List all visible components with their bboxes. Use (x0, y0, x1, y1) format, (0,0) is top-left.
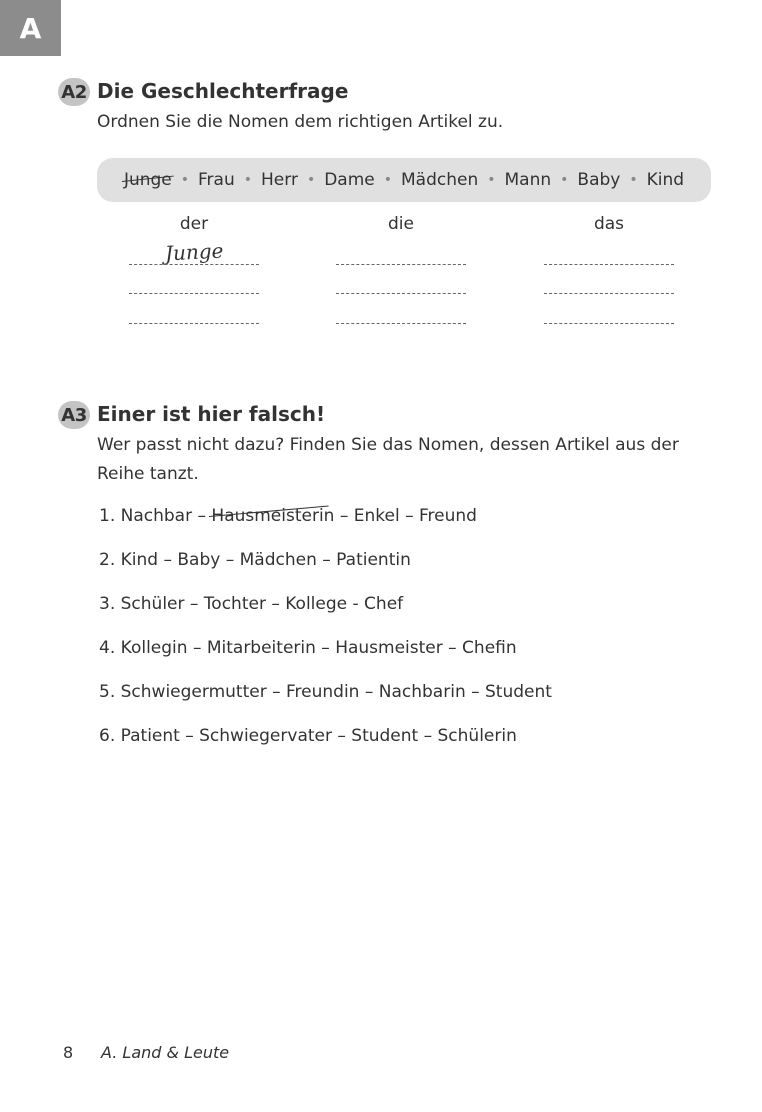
word-bank (97, 158, 711, 202)
separator-dot: • (243, 172, 253, 188)
separator-dot: • (383, 172, 392, 188)
item-number: 4. (99, 638, 116, 658)
exercise-badge-a3: A3 (58, 401, 90, 429)
exercise-title-a2: Die Geschlechterfrage (97, 79, 349, 103)
column-header-das: das (593, 214, 625, 234)
item-text: Kind – Baby – Mädchen – Patientin (120, 550, 411, 570)
answer-blank[interactable] (544, 323, 674, 324)
item-number: 5. (99, 682, 116, 702)
word-bank-word: Mann (504, 170, 552, 190)
word-bank-word: Frau (198, 170, 235, 190)
exercise-instruction-a3 (97, 431, 679, 489)
column-header-die: die (388, 214, 414, 234)
separator-dot: • (560, 172, 569, 188)
page-number: 8 (63, 1043, 74, 1062)
word-bank-word: Kind (646, 170, 685, 190)
list-item (99, 550, 552, 594)
answer-blank[interactable] (129, 264, 259, 265)
item-text: – Enkel – Freund (334, 506, 477, 526)
list-item (99, 726, 552, 770)
answer-blank[interactable] (544, 264, 674, 265)
item-text: Schwiegermutter – Freundin – Nachbarin – Student (120, 682, 552, 702)
instruction-line: Reihe tanzt. (97, 464, 199, 484)
answer-blank[interactable] (129, 323, 259, 324)
separator-dot: • (487, 172, 496, 188)
separator-dot: • (180, 172, 190, 188)
struck-word: Hausmeisterin (211, 506, 334, 526)
exercise-badge-a2: A2 (58, 78, 90, 106)
list-item (99, 638, 552, 682)
footer-chapter-title: A. Land & Leute (101, 1043, 230, 1062)
chapter-tab: A (0, 0, 61, 56)
answer-blank[interactable] (544, 293, 674, 294)
answer-blank[interactable] (129, 293, 259, 294)
item-text: Kollegin – Mitarbeiterin – Hausmeister – Chefin (120, 638, 517, 658)
item-number: 2. (99, 550, 116, 570)
answer-blank[interactable] (336, 323, 466, 324)
answer-blank[interactable] (336, 264, 466, 265)
item-text: Nachbar – (120, 506, 212, 526)
item-text: Schüler – Tochter – Kollege - Chef (120, 594, 404, 614)
item-number: 6. (99, 726, 116, 746)
exercise-instruction-a2: Ordnen Sie die Nomen dem richtigen Artikel zu. (97, 112, 504, 132)
word-bank-word: Dame (324, 170, 375, 190)
exercise-title-a3: Einer ist hier falsch! (97, 402, 326, 426)
answer-blank[interactable] (336, 293, 466, 294)
word-bank-word: Herr (261, 170, 298, 190)
word-bank-word: Mädchen (401, 170, 479, 190)
column-header-der: der (179, 214, 209, 234)
list-item (99, 682, 552, 726)
exercise-list (99, 506, 552, 770)
list-item (99, 594, 552, 638)
item-text: Patient – Schwiegervater – Student – Schülerin (120, 726, 517, 746)
separator-dot: • (629, 172, 638, 188)
handwritten-answer: Junge (164, 238, 225, 266)
list-item (99, 506, 552, 550)
word-bank-word: Junge (124, 170, 172, 190)
word-bank-word: Baby (577, 170, 621, 190)
instruction-line: Wer passt nicht dazu? Finden Sie das Nomen, dessen Artikel aus der (97, 435, 679, 455)
item-number: 1. (99, 506, 116, 526)
item-number: 3. (99, 594, 116, 614)
separator-dot: • (306, 172, 316, 188)
